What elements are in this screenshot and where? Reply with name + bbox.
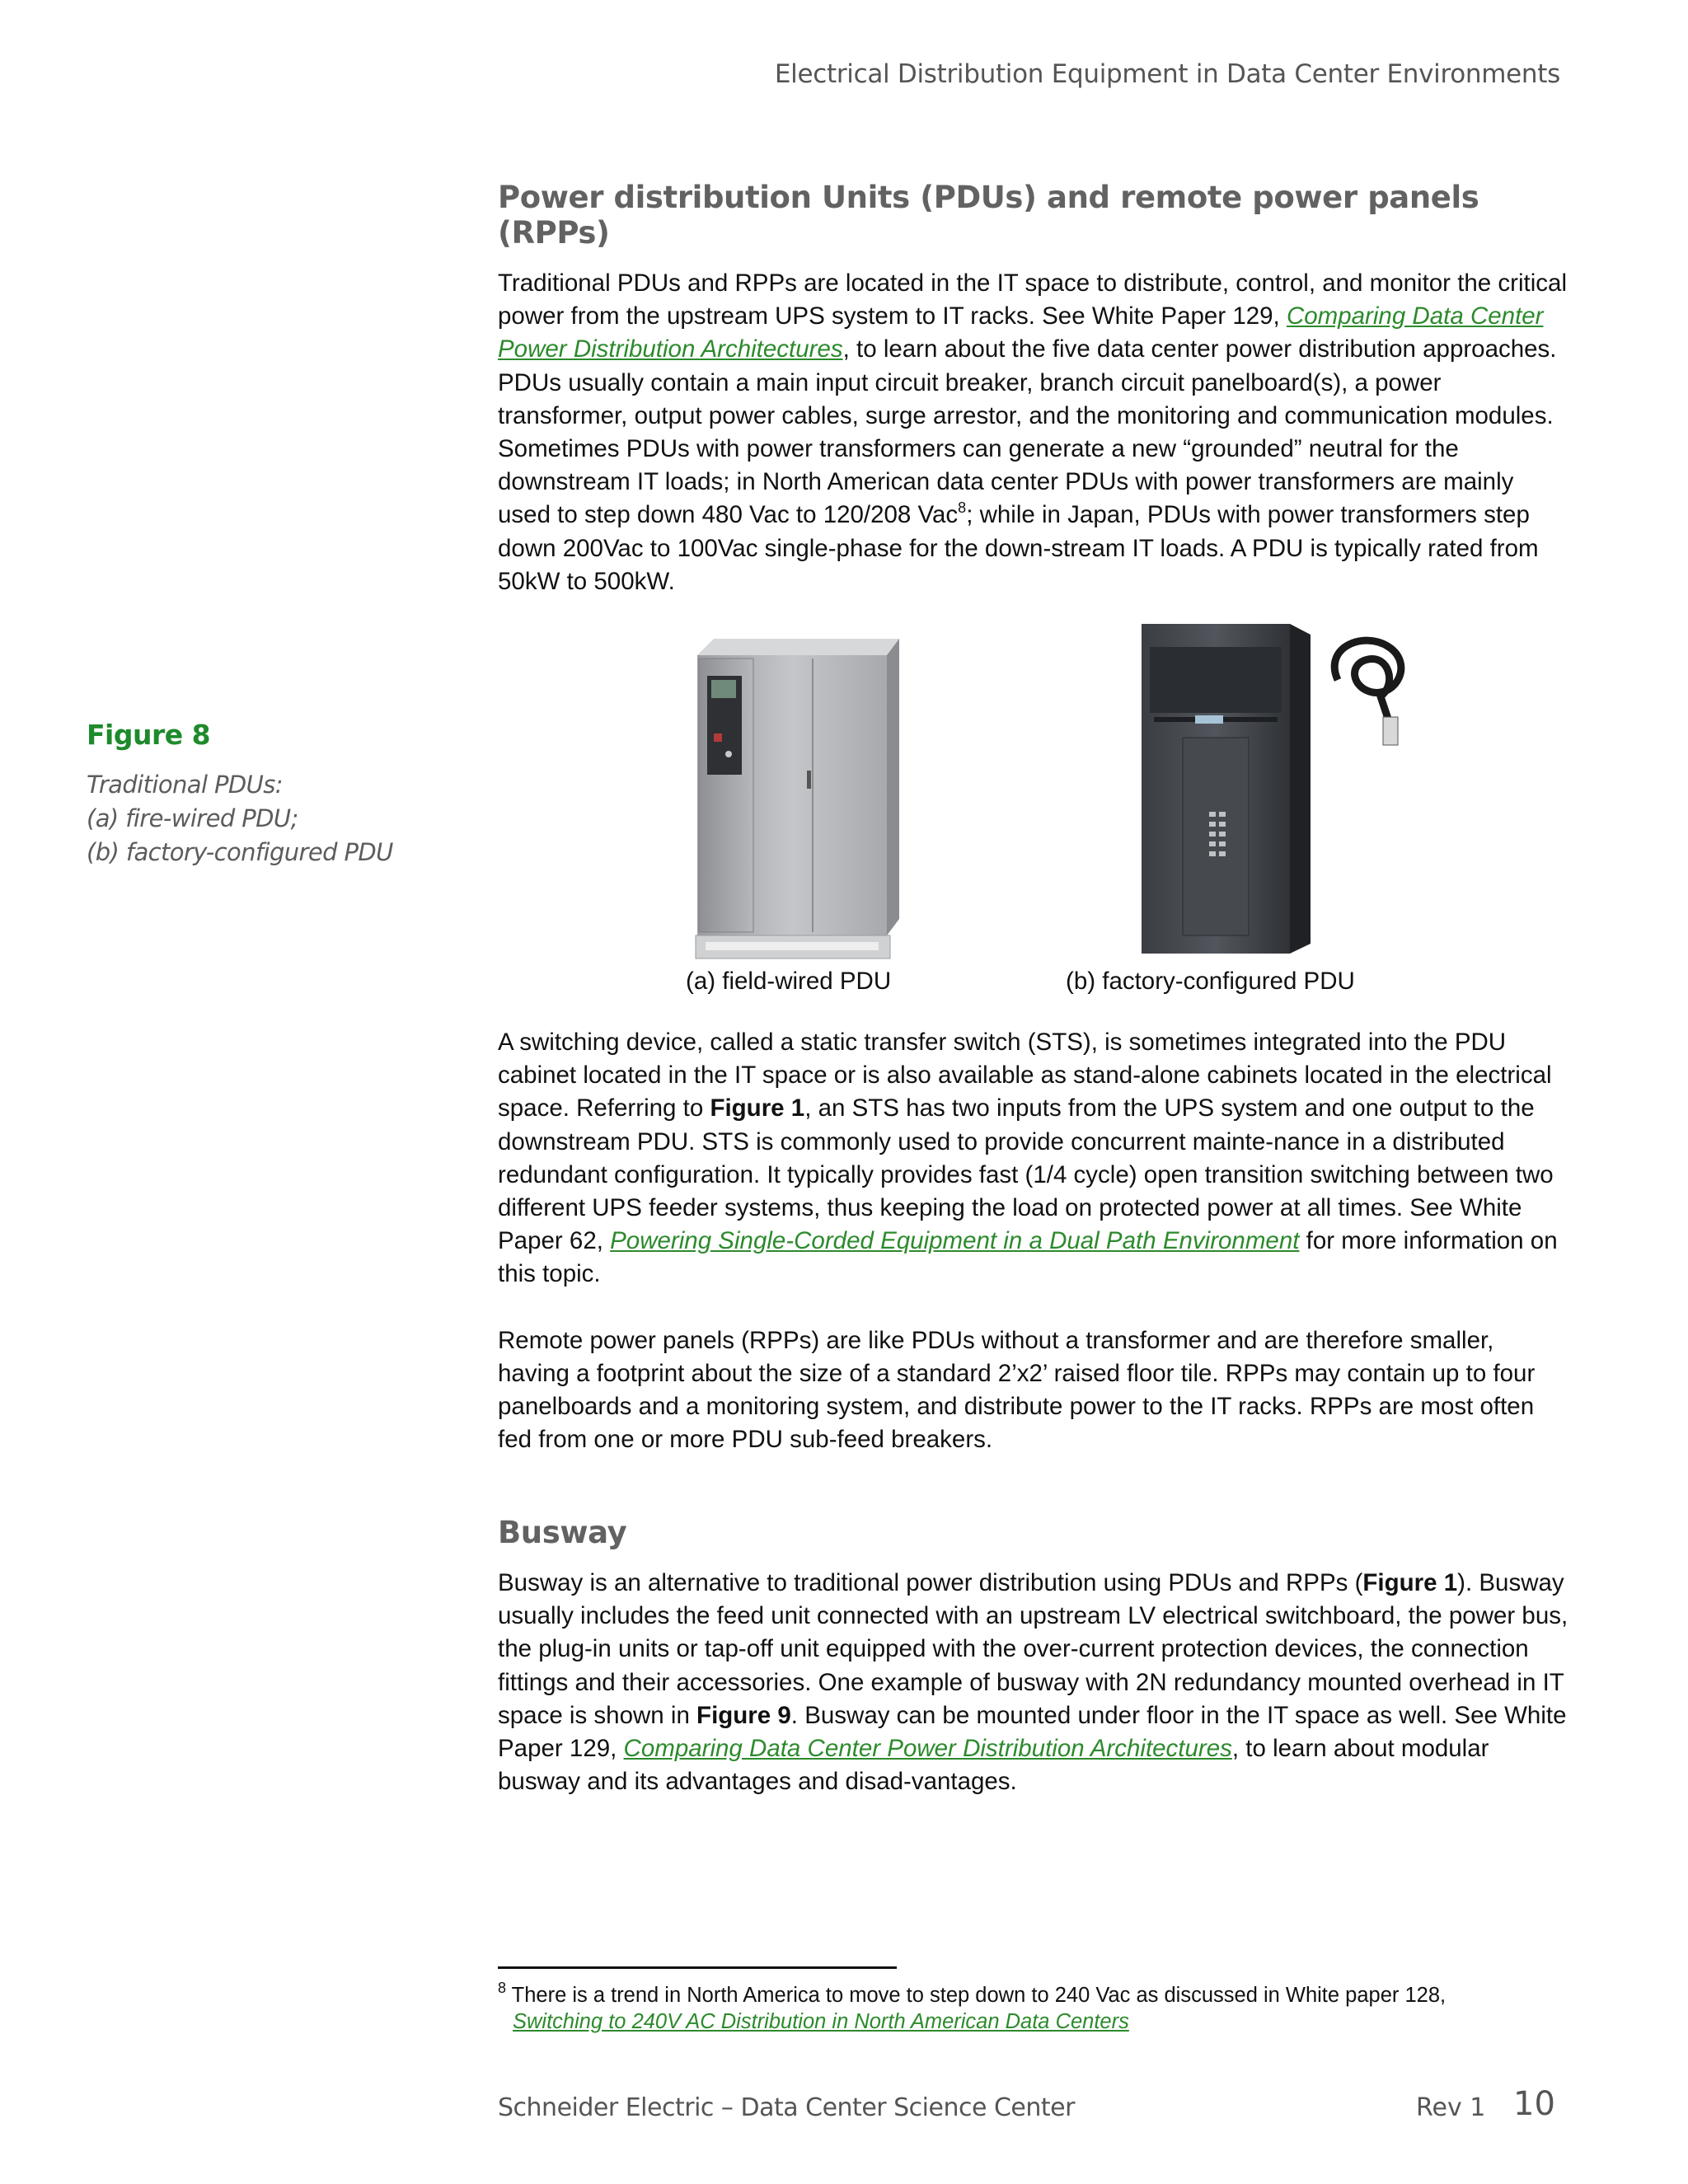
subcaption-a: (a) field-wired PDU — [686, 968, 892, 995]
paragraph-sts — [498, 1026, 1569, 1291]
running-header: Electrical Distribution Equipment in Data Center Environments — [774, 59, 1560, 89]
footnote-rule — [498, 1966, 897, 1969]
page-number: 10 — [1513, 2085, 1555, 2123]
text-span: , to learn about modular busway and its advantages and disad-vantages. — [498, 1735, 1489, 1796]
link-wp62[interactable]: Powering Single-Corded Equipment in a Dual Path Environment — [610, 1227, 1300, 1255]
footnote-number: 8 — [498, 1979, 507, 1996]
link-wp129-busway[interactable]: Comparing Data Center Power Distribution Architectures — [623, 1735, 1232, 1763]
footnote-line — [498, 1979, 1569, 2009]
section-heading-busway: Busway — [498, 1515, 627, 1550]
footnote — [498, 1979, 1569, 2035]
text-span: Busway is an alternative to traditional power distribution using PDUs and RPPs ( — [498, 1569, 1363, 1596]
footnote-text: There is a trend in North America to move to step down to 240 Vac as discussed in White paper 128, — [506, 1984, 1447, 2007]
figure-ref: Figure 1 — [1362, 1569, 1458, 1596]
paragraph-busway — [498, 1567, 1569, 1798]
text-span: ). Busway usually includes the feed unit connected with an upstream LV electrical switchboard, the power bus, the plug-in units or tap-off unit equipped with the over-current protection devices, the connection fittings and their accessories. One example of busway with 2N redundancy mounted overhead in IT space is shown in — [498, 1569, 1568, 1729]
figure-caption — [87, 768, 433, 869]
caption-line: Traditional PDUs: — [87, 771, 283, 799]
figure-ref: Figure 1 — [710, 1094, 805, 1122]
text-span: ; while in Japan, PDUs with power transformers step down 200Vac to 100Vac single-phase for the down-stream IT loads. A PDU is typically rated from 50kW to 500kW. — [498, 501, 1539, 595]
section-heading-pdu: Power distribution Units (PDUs) and remote power panels (RPPs) — [498, 180, 1479, 251]
paragraph-rpp: Remote power panels (RPPs) are like PDUs without a transformer and are therefore smaller, having a footprint about the size of a standard 2’x2’ raised floor tile. RPPs may contain up to four panelboards and a monitoring system, and distribute power to the IT racks. RPPs are most often fed from one or more PDU sub-feed breakers. — [498, 1326, 1536, 1454]
link-wp129[interactable]: Comparing Data Center Power Distribution Architectures — [498, 302, 1544, 363]
footer-publisher: Schneider Electric – Data Center Science Center — [498, 2093, 1075, 2122]
paragraph-pdu-intro — [498, 267, 1569, 598]
caption-line: (a) fire-wired PDU; — [87, 804, 298, 832]
footer-revision: Rev 1 — [1416, 2093, 1486, 2122]
text-span: , to learn about the five data center power distribution approaches. PDUs usually contain a main input circuit breaker, branch circuit panelboard(s), a power transformer, output power cables, surge arrestor, and the monitoring and communication modules. Sometimes PDUs with power transformers can generate a new “grounded” neutral for the downstream IT loads; in North American data center PDUs with power transformers are mainly used to step down 480 Vac to 120/208 Vac — [498, 335, 1557, 529]
text-span: , an STS has two inputs from the UPS system and one output to the downstream PDU. STS is commonly used to provide concurrent mainte-nance in a distributed redundant configuration. It typically provides fast (1/4 cycle) open transition switching between two different UPS feeder systems, thus keeping the load on protected power at all times. See White Paper 62, — [498, 1094, 1554, 1255]
subcaption-b: (b) factory-configured PDU — [1066, 968, 1355, 995]
caption-line: (b) factory-configured PDU — [87, 838, 393, 866]
section-pdu-rpp — [498, 180, 1569, 598]
section-sts — [498, 1026, 1569, 1456]
figure-ref: Figure 9 — [696, 1701, 791, 1729]
text-span: Traditional PDUs and RPPs are located in the IT space to distribute, control, and monitor the critical power from the upstream UPS system to IT racks. See White Paper 129, — [498, 269, 1567, 330]
factory-configured-pdu-image — [1117, 614, 1479, 960]
section-busway — [498, 1515, 1569, 1798]
link-wp128[interactable]: Switching to 240V AC Distribution in North American Data Centers — [513, 2009, 1129, 2033]
figure-images — [643, 614, 1484, 1001]
field-wired-pdu-image — [689, 630, 945, 968]
text-span: for more information on this topic. — [498, 1227, 1558, 1288]
text-span: A switching device, called a static transfer switch (STS), is sometimes integrated into the PDU cabinet located in the IT space or is also available as stand-alone cabinets located in the electrical space. Referring to — [498, 1029, 1552, 1122]
text-span: . Busway can be mounted under floor in the IT space as well. See White Paper 129, — [498, 1701, 1567, 1763]
footnote-ref[interactable]: 8 — [958, 499, 967, 516]
figure-label: Figure 8 — [87, 719, 211, 751]
